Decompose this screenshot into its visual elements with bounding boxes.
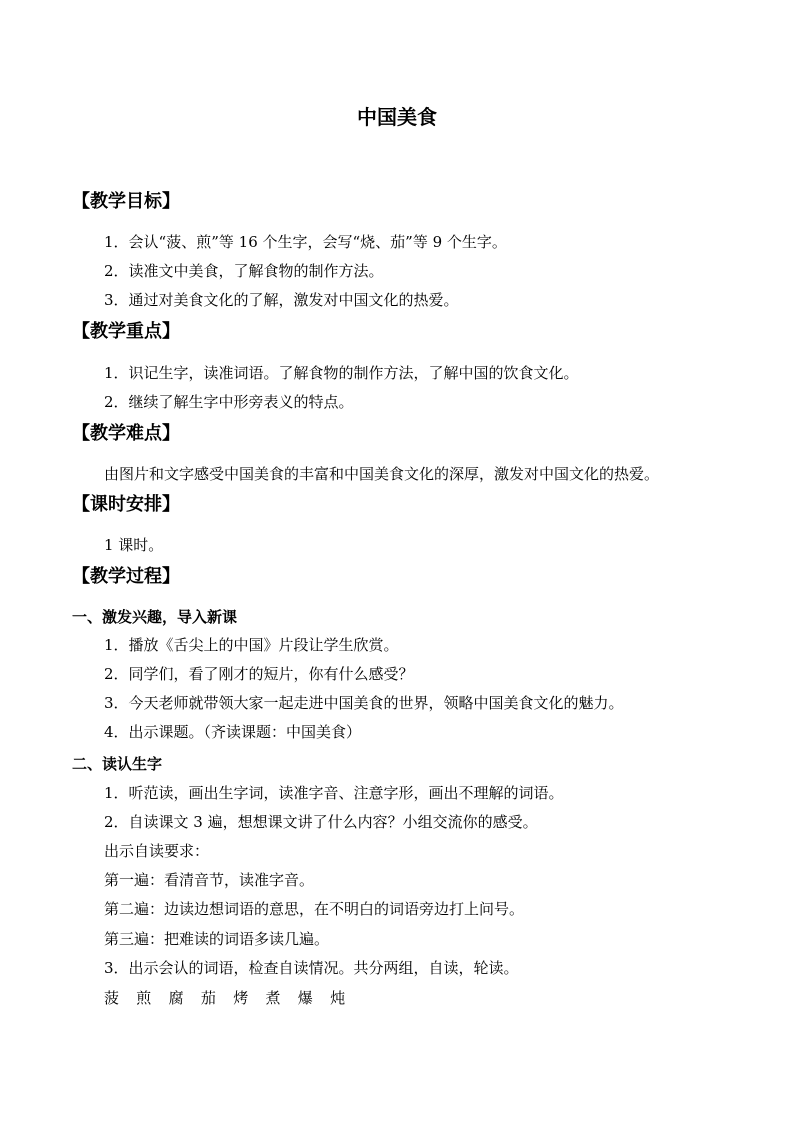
vocab-char: 菠 [104, 989, 120, 1007]
vocab-char: 烤 [233, 989, 249, 1007]
process-heading: 【教学过程】 [72, 566, 180, 587]
process-part1-item-3: 3．今天老师就带领大家一起走进中国美食的世界，领略中国美食文化的魅力。 [104, 694, 624, 712]
goals-item-2: 2．读准文中美食，了解食物的制作方法。 [104, 262, 384, 280]
process-part2-item-1: 1．听范读，画出生字词，读准字音、注意字形，画出不理解的词语。 [104, 784, 564, 802]
process-part2-title: 二、读认生字 [72, 755, 163, 773]
difficulties-heading: 【教学难点】 [72, 423, 180, 444]
goals-item-3: 3．通过对美食文化的了解，激发对中国文化的热爱。 [104, 291, 459, 309]
process-part2-item-7: 3．出示会认的词语，检查自读情况。共分两组，自读，轮读。 [104, 959, 519, 977]
process-part2-item-6: 第三遍：把难读的词语多读几遍。 [104, 930, 330, 948]
process-part2-item-5: 第二遍：边读边想词语的意思，在不明白的词语旁边打上问号。 [104, 900, 525, 918]
vocabulary-characters [104, 988, 362, 1008]
goals-item-1: 1．会认“菠、煎”等 16 个生字，会写“烧、茄”等 9 个生字。 [104, 233, 507, 251]
vocab-char: 煮 [265, 989, 281, 1007]
process-part2-item-4: 第一遍：看清音节，读准字音。 [104, 871, 315, 889]
vocab-char: 煎 [136, 989, 152, 1007]
schedule-heading: 【课时安排】 [72, 494, 180, 515]
key-points-item-1: 1．识记生字，读准词语。了解食物的制作方法，了解中国的饮食文化。 [104, 364, 579, 382]
goals-heading: 【教学目标】 [72, 191, 180, 212]
key-points-heading: 【教学重点】 [72, 321, 180, 342]
vocab-char: 炖 [330, 989, 346, 1007]
process-part1-item-4: 4．出示课题。（齐读课题：中国美食） [104, 723, 362, 741]
process-part2-item-2: 2．自读课文 3 遍，想想课文讲了什么内容？小组交流你的感受。 [104, 813, 538, 831]
schedule-text: 1 课时。 [104, 536, 164, 554]
document-title: 中国美食 [357, 105, 437, 129]
process-part1-item-1: 1．播放《舌尖上的中国》片段让学生欣赏。 [104, 636, 399, 654]
process-part2-item-3: 出示自读要求： [104, 842, 210, 860]
vocab-char: 腐 [168, 989, 184, 1007]
process-part1-item-2: 2．同学们，看了刚才的短片，你有什么感受？ [104, 665, 414, 683]
key-points-item-2: 2．继续了解生字中形旁表义的特点。 [104, 393, 354, 411]
vocab-char: 爆 [297, 989, 313, 1007]
vocab-char: 茄 [200, 989, 216, 1007]
process-part1-title: 一、激发兴趣，导入新课 [72, 608, 238, 626]
difficulties-text: 由图片和文字感受中国美食的丰富和中国美食文化的深厚，激发对中国文化的热爱。 [104, 465, 660, 483]
